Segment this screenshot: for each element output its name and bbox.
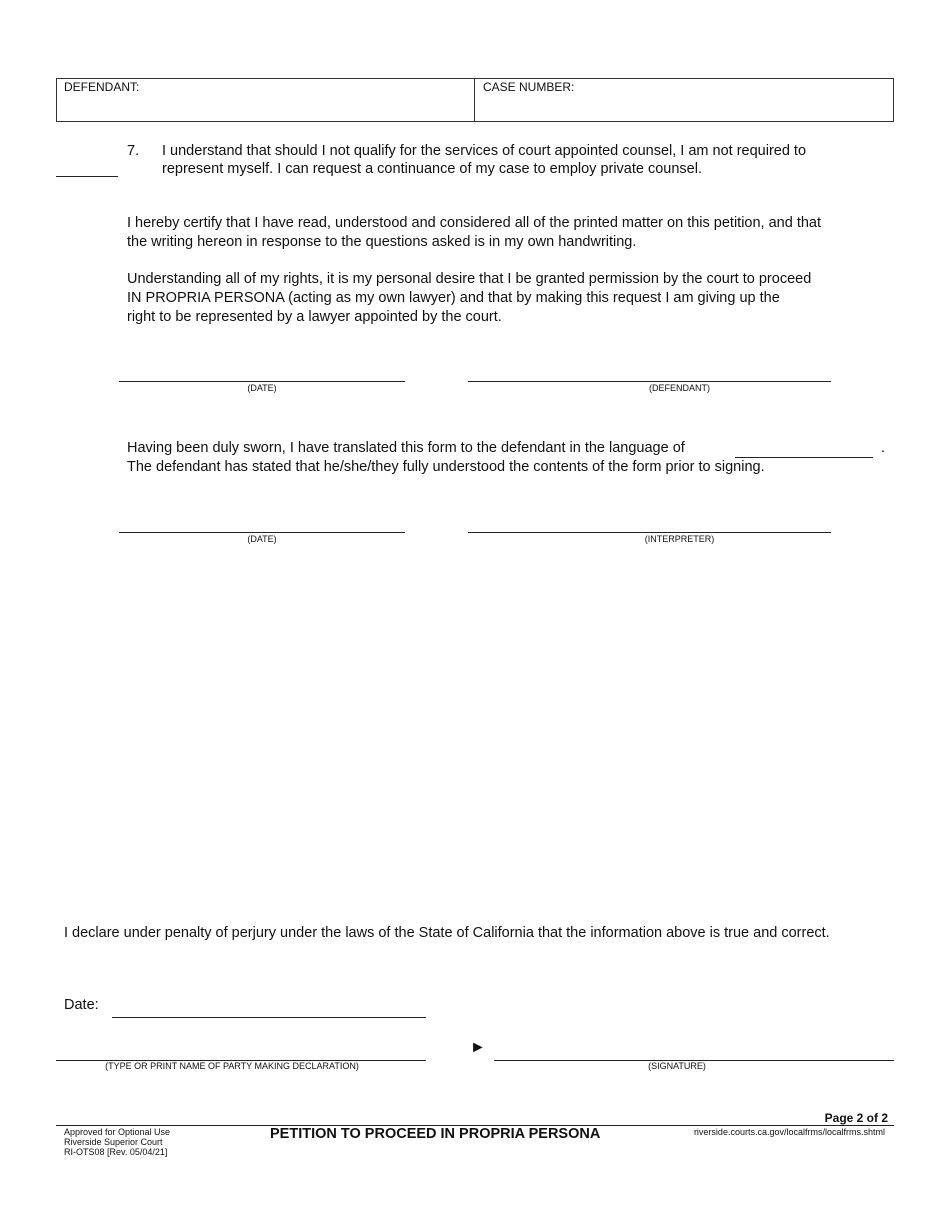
form-title: PETITION TO PROCEED IN PROPRIA PERSONA (270, 1126, 601, 1142)
certify-line1: I hereby certify that I have read, understood and considered all of the printed matter on this petition, and that (127, 215, 822, 231)
defendant-signature-line[interactable] (468, 381, 831, 382)
footer-court: Riverside Superior Court (64, 1137, 163, 1147)
interpreter-period: . (881, 440, 886, 456)
footer-form-id: RI-OTS08 [Rev. 05/04/21] (64, 1147, 168, 1157)
footer-approved: Approved for Optional Use (64, 1127, 171, 1137)
initials-line[interactable] (56, 176, 118, 177)
header-divider (474, 78, 475, 122)
item7-line2: represent myself. I can request a continuance of my case to employ private counsel. (162, 161, 702, 177)
defendant-label: DEFENDANT: (64, 80, 140, 94)
understanding-line2: IN PROPRIA PERSONA (acting as my own lawyer) and that by making this request I am giving up the (127, 290, 780, 306)
interpreter-signature-line[interactable] (468, 532, 831, 533)
declaration-text: I declare under penalty of perjury under the laws of the State of California that the information above is true and correct. (64, 925, 830, 941)
declaration-date-line[interactable] (112, 1017, 426, 1018)
arrow-icon: ► (470, 1039, 486, 1056)
understanding-line1: Understanding all of my rights, it is my personal desire that I be granted permission by the court to proceed (127, 271, 812, 287)
defendant-field[interactable] (160, 94, 460, 116)
date-line-2[interactable] (119, 532, 405, 533)
date-caption-2: (DATE) (247, 534, 277, 544)
date-caption-1: (DATE) (247, 383, 277, 393)
page-number: Page 2 of 2 (824, 1111, 888, 1125)
date-label: Date: (64, 997, 99, 1013)
print-name-caption: (TYPE OR PRINT NAME OF PARTY MAKING DECLARATION) (105, 1061, 359, 1071)
interpreter-line1: Having been duly sworn, I have translated this form to the defendant in the language of (127, 440, 685, 456)
item7-line1: I understand that should I not qualify for the services of court appointed counsel, I am not required to (162, 143, 807, 159)
defendant-caption: (DEFENDANT) (649, 383, 710, 393)
signature-caption: (SIGNATURE) (648, 1061, 706, 1071)
item7-number: 7. (127, 143, 140, 159)
interpreter-caption: (INTERPRETER) (644, 534, 715, 544)
footer-url[interactable]: riverside.courts.ca.gov/localfrms/localfrms.shtml (693, 1127, 885, 1137)
understanding-line3: right to be represented by a lawyer appointed by the court. (127, 309, 502, 325)
date-line-1[interactable] (119, 381, 405, 382)
interpreter-line2: The defendant has stated that he/she/they fully understood the contents of the form prior to signing. (127, 459, 765, 475)
certify-line2: the writing hereon in response to the questions asked is in my own handwriting. (127, 234, 637, 250)
case-number-label: CASE NUMBER: (483, 80, 575, 94)
case-number-field[interactable] (590, 94, 880, 116)
